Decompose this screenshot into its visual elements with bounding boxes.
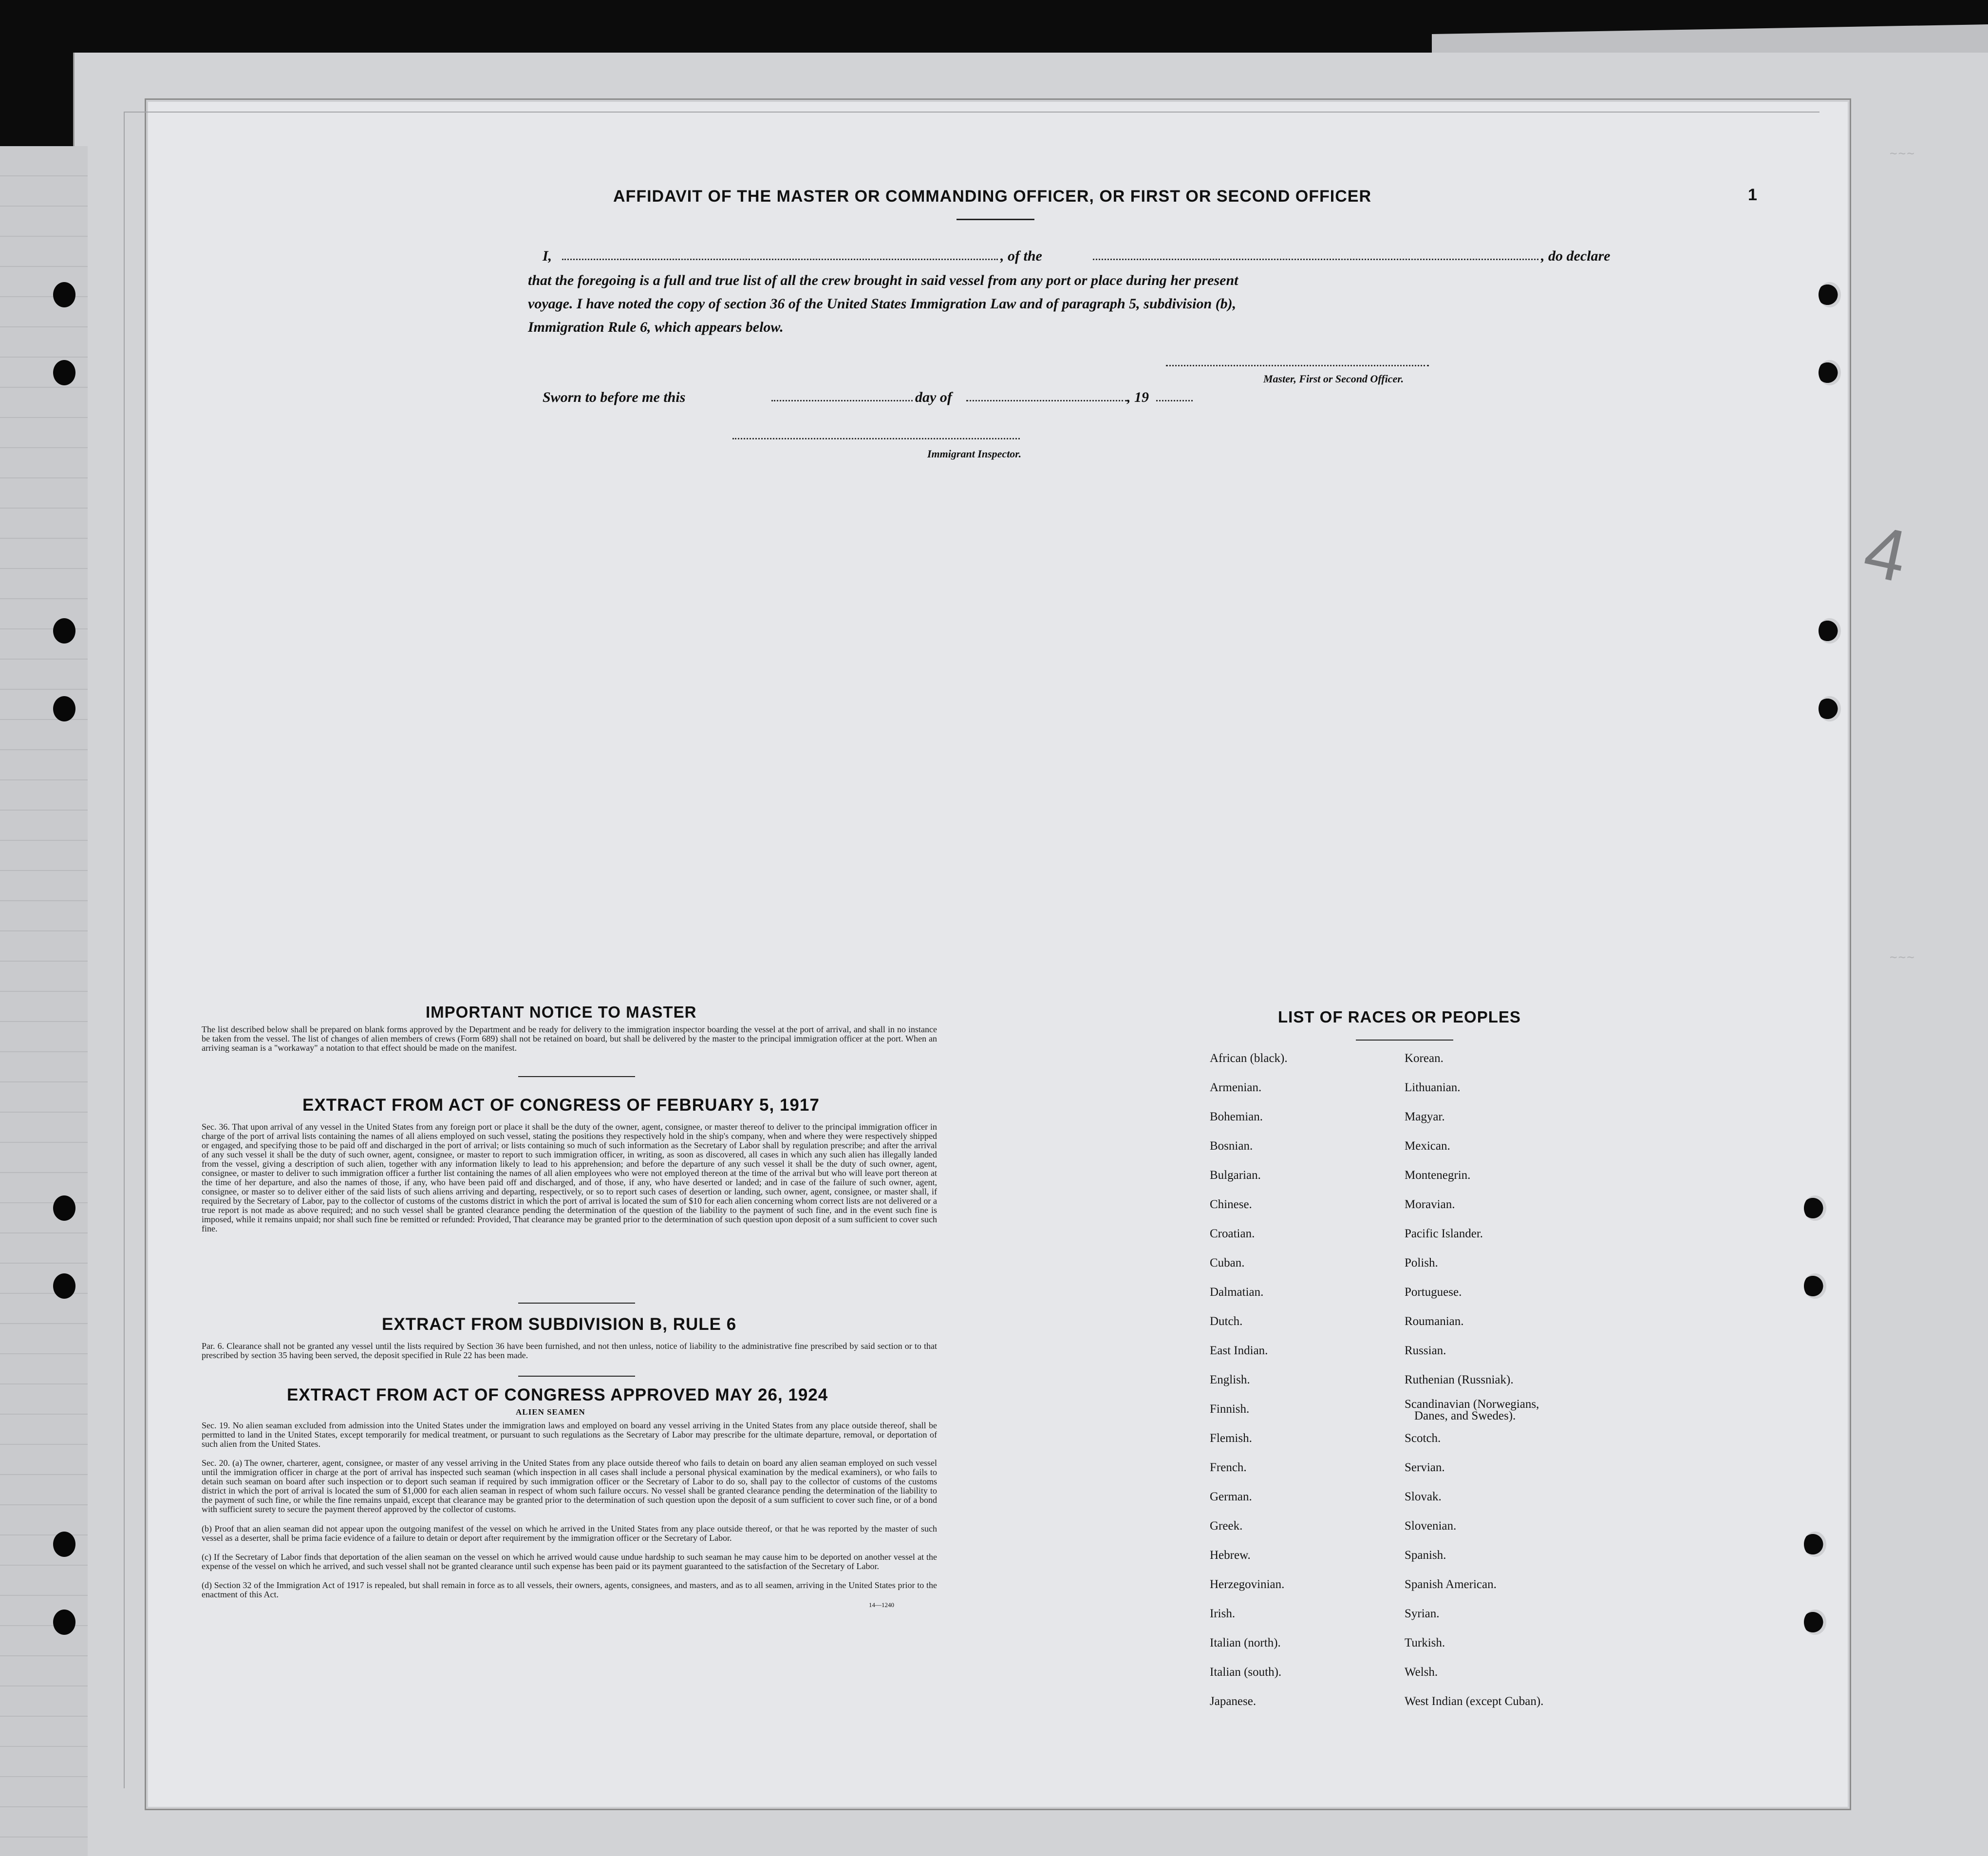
race-item: Welsh. [1405,1666,1438,1679]
race-item: English. [1210,1373,1250,1386]
punch-hole [1819,282,1841,307]
inspector-caption: Immigrant Inspector. [927,448,1022,460]
race-item-continued: Danes, and Swedes). [1414,1409,1516,1422]
affidavit-do-declare: , do declare [1541,248,1611,264]
form-number: 14—1240 [869,1601,894,1609]
race-item: Ruthenian (Russniak). [1405,1373,1514,1386]
race-item: Italian (south). [1210,1666,1282,1679]
bleed-text: ~~~ [1890,950,1915,965]
race-item: Moravian. [1405,1198,1455,1211]
page-number: 1 [1748,186,1758,204]
affidavit-title: AFFIDAVIT OF THE MASTER OR COMMANDING OFFICER, OR FIRST OR SECOND OFFICER [613,187,1371,206]
race-item: Greek. [1210,1519,1243,1533]
race-item: West Indian (except Cuban). [1405,1695,1544,1708]
race-item: Syrian. [1405,1607,1440,1620]
race-item: Slovenian. [1405,1519,1457,1533]
punch-hole [53,1273,75,1299]
punch-hole [1819,360,1841,385]
race-item: Bulgarian. [1210,1169,1261,1182]
bleed-text: ~~~ [1890,146,1915,161]
notice-text: The list described below shall be prepared on blank forms approved by the Department and be ready for delivery to the immigration inspector boarding the vessel at the port of arrival, and shall in no instance be taken from the vessel. The list of changes of alien members of crews (Form 689) shall not be retained on board, but shall be delivered by the master to the principal immigration officer at the port. When an arriving seaman is a "workaway" a notation to that effect should be made on the manifest. [202,1024,937,1053]
race-item: Croatian. [1210,1227,1255,1240]
race-item: German. [1210,1490,1252,1503]
race-item: Bosnian. [1210,1139,1253,1153]
inspector-signature-blank[interactable] [732,438,1020,439]
race-item: East Indian. [1210,1344,1268,1357]
race-item: Magyar. [1405,1110,1445,1123]
extract-1924-text-sec20b: (b) Proof that an alien seaman did not appear upon the outgoing manifest of the vessel on which he arrived in the United States from any place outside thereof, or that he was reported by the master of such vessel as a deserter, shall be prima facie evidence of a failure to detain or deport after requirement by the immigration officer or the Secretary of Labor. [202,1524,937,1543]
affidavit-body-line1: that the foregoing is a full and true list of all the crew brought in said vessel from any port or place during her present [528,272,1238,288]
name-blank[interactable] [562,259,998,260]
punch-hole [1804,1532,1826,1557]
race-item: Mexican. [1405,1139,1450,1153]
race-item: Lithuanian. [1405,1081,1461,1094]
punch-hole [53,282,75,307]
punch-hole [1804,1195,1826,1221]
punch-hole [53,1610,75,1635]
race-item: Turkish. [1405,1636,1445,1649]
punch-hole [53,1532,75,1557]
race-item: Armenian. [1210,1081,1262,1094]
race-item: Polish. [1405,1256,1438,1269]
extract-1917-rule [518,1303,635,1304]
extract-1924-text-sec20c: (c) If the Secretary of Labor finds that deportation of the alien seaman on the vessel on which he arrived would cause undue hardship to such seaman he may cause him to be deported on another vessel at the expense of the vessel on which he arrived, and such vessel shall not be granted clearance until such expense has been paid or its payment guaranteed to the satisfaction of the Secretary of Labor. [202,1552,937,1571]
race-item: Roumanian. [1405,1315,1464,1328]
affidavit-page [146,100,1850,1809]
race-item: Hebrew. [1210,1549,1251,1562]
race-item: Chinese. [1210,1198,1252,1211]
race-item: Pacific Islander. [1405,1227,1483,1240]
punch-hole [53,360,75,385]
race-item: Russian. [1405,1344,1446,1357]
year-blank[interactable] [1156,400,1193,401]
race-item: Japanese. [1210,1695,1257,1708]
race-item: Cuban. [1210,1256,1245,1269]
race-item: Irish. [1210,1607,1236,1620]
punch-hole [53,618,75,644]
race-item: Spanish American. [1405,1578,1497,1591]
month-blank[interactable] [966,400,1127,401]
punch-hole [1804,1273,1826,1299]
sworn-prefix: Sworn to before me this [543,389,686,405]
race-item: African (black). [1210,1052,1288,1065]
punch-hole [1819,618,1841,644]
race-item: Slovak. [1405,1490,1442,1503]
ledger-tabs [0,146,88,1856]
race-item: Herzegovinian. [1210,1578,1285,1591]
extract-rule6-text: Par. 6. Clearance shall not be granted any vessel until the lists required by Section 36 have been furnished, and not then unless, notice of liability to the administrative fine prescribed by said section or to that prescribed by section 35 having been served, the deposit specified in Rule 22 has been made. [202,1341,937,1360]
master-signature-blank[interactable] [1166,365,1429,366]
title-rule [956,219,1034,220]
punch-hole [1819,696,1841,721]
affidavit-body-line2: voyage. I have noted the copy of section 36 of the United States Immigration Law and of paragraph 5, subdivision (b), [528,296,1237,312]
affidavit-of-the: , of the [1000,248,1042,264]
affidavit-i: I, [543,248,552,264]
race-item: Scandinavian (Norwegians, [1405,1398,1539,1411]
extract-1924-title: EXTRACT FROM ACT OF CONGRESS APPROVED MAY 26, 1924 [287,1385,828,1404]
race-item: Flemish. [1210,1432,1252,1445]
punch-hole [1804,1610,1826,1635]
affidavit-body-line3: Immigration Rule 6, which appears below. [528,319,784,335]
race-item: Bohemian. [1210,1110,1263,1123]
year-prefix: , 19 [1127,389,1149,405]
handwritten-mark: 4 [1857,509,1914,598]
extract-1917-text: Sec. 36. That upon arrival of any vessel in the United States from any foreign port or place it shall be the duty of the owner, agent, consignee, or master thereof to deliver to the principal immigration officer in charge of the port of arrival lists containing the names of all aliens employed on such vessel, stating the positions they respectively hold in the ship's company, when and where they were respectively shipped or engaged, and specifying those to be paid off and discharged in the port of arrival; or lists containing so much of such information as the Secretary of Labor shall by regulation prescribe; and after the arrival of any such vessel it shall be the duty of such owner, agent, consignee, or master to report to such immigration officer, in writing, as soon as discovered, all cases in which any such alien has illegally landed from the vessel, giving a description of such alien, together with any information likely to lead to his apprehension; and before the departure of any such vessel it shall be the duty of such owner, agent, consignee, or master to deliver to such immigration officer a further list containing the names of all alien employees who were not employed thereon at the time of the arrival but who will leave port thereon at the time of her departure, and also the names of those, if any, who have been paid off and discharged, and of those, if any, who have deserted or landed; and in case of the failure of such owner, agent, consignee, or master so to deliver either of the said lists of such aliens arriving and departing, respectively, or so to report such cases of desertion or landing, such owner, agent, consignee, or master shall, if required by the Secretary of Labor, pay to the collector of customs of the customs district in which the port of arrival is located the sum of $10 for each alien concerning whom correct lists are not delivered or a true report is not made as above required; and no such vessel shall be granted clearance pending the determination of the question of the liability to the payment of such fine, and in the event such fine is imposed, while it remains unpaid; nor shall such fine be remitted or refunded: Provided, That clearance may be granted prior to the determination of such question upon deposit of a sum sufficient to cover such fine. [202,1122,937,1233]
race-item: French. [1210,1461,1247,1474]
punch-hole [53,1195,75,1221]
extract-1917-title: EXTRACT FROM ACT OF CONGRESS OF FEBRUARY 5, 1917 [302,1096,820,1115]
race-item: Italian (north). [1210,1636,1281,1649]
race-item: Montenegrin. [1405,1169,1471,1182]
notice-title: IMPORTANT NOTICE TO MASTER [426,1003,697,1021]
races-title: LIST OF RACES OR PEOPLES [1278,1008,1521,1026]
races-rule [1356,1040,1453,1041]
race-item: Dalmatian. [1210,1286,1264,1299]
race-item: Portuguese. [1405,1286,1462,1299]
race-item: Spanish. [1405,1549,1446,1562]
vessel-blank[interactable] [1093,259,1538,260]
day-of: day of [915,389,952,405]
extract-1924-subtitle: ALIEN SEAMEN [516,1407,585,1417]
master-caption: Master, First or Second Officer. [1263,373,1404,385]
punch-hole [53,696,75,721]
notice-rule [518,1076,635,1077]
extract-rule6-title: EXTRACT FROM SUBDIVISION B, RULE 6 [382,1315,737,1334]
day-blank[interactable] [771,400,913,401]
extract-rule6-rule [518,1376,635,1377]
extract-1924-text-sec20a: Sec. 20. (a) The owner, charterer, agent, consignee, or master of any vessel arriving in the United States from any place outside thereof who fails to detain on board any alien seaman employed on such vessel until the immigration officer in charge at the port of arrival has inspected such seaman (which inspection in all cases shall include a personal physical examination by the medical examiners), or who fails to detain such seaman on board after such inspection or to deport such seaman if required by such immigration officer or the Secretary of Labor to do so, shall pay to the collector of customs of the customs district in which the port of arrival is located the sum of $1,000 for each alien seaman in respect of whom such failure occurs. No vessel shall be granted clearance pending the determination of the liability to the payment of such fine, or while the fine remains unpaid, except that clearance may be granted prior to the determination of such question upon the deposit of a sum sufficient to cover such fine, or of a bond with sufficient surety to secure the payment thereof approved by the collector of customs. [202,1458,937,1514]
race-item: Scotch. [1405,1432,1441,1445]
race-item: Dutch. [1210,1315,1243,1328]
race-item: Finnish. [1210,1402,1250,1416]
race-item: Servian. [1405,1461,1445,1474]
race-item: Korean. [1405,1052,1444,1065]
extract-1924-text-sec20d: (d) Section 32 of the Immigration Act of 1917 is repealed, but shall remain in force as to all vessels, their owners, agents, consignees, and masters, and as to all seamen, arriving in the United States prior to the enactment of this Act. [202,1580,937,1599]
extract-1924-text-sec19: Sec. 19. No alien seaman excluded from admission into the United States under the immigration laws and employed on board any vessel arriving in the United States from any place outside thereof, shall be permitted to land in the United States, except temporarily for medical treatment, or pursuant to such regulations as the Secretary of Labor may prescribe for the ultimate departure, removal, or deportation of such alien from the United States. [202,1420,937,1449]
